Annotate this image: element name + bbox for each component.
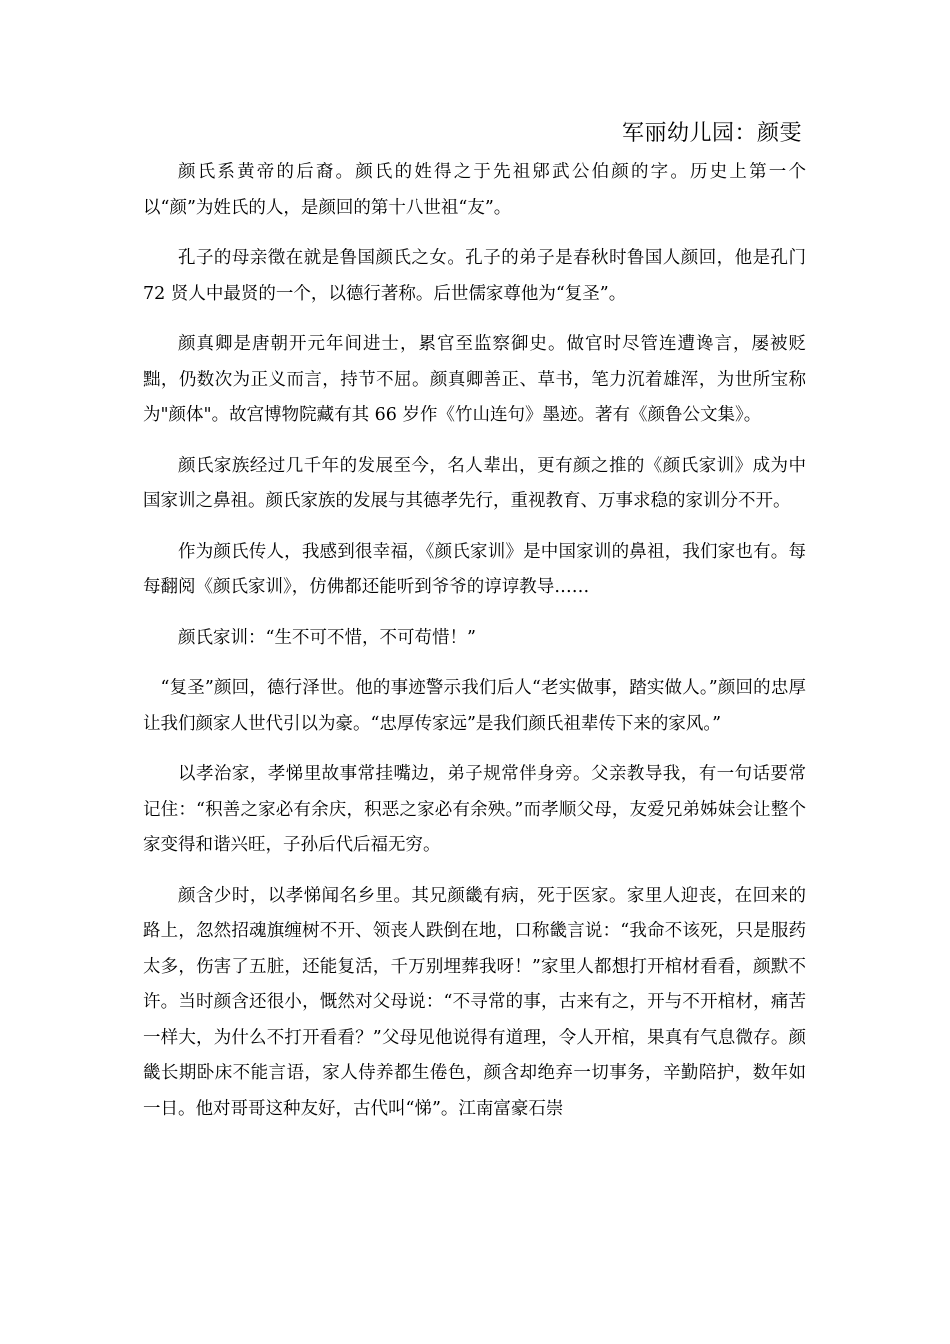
paragraph-descendant: 作为颜氏传人，我感到很幸福，《颜氏家训》是中国家训的鼻祖，我们家也有。每每翻阅《颜氏家训》，仿佛都还能听到爷爷的谆谆教导……: [143, 541, 806, 597]
paragraph-yan-han-story: 颜含少时，以孝悌闻名乡里。其兄颜畿有病，死于医家。家里人迎丧，在回来的路上，忽然招魂旗缠树不开、领丧人跌倒在地，口称畿言说：“我命不该死，只是服药太多，伤害了五脏，还能复活，千万别埋葬我呀！”家里人都想打开棺材看看，颜默不许。当时颜含还很小，慨然对父母说：“不寻常的事，古来有之，开与不开棺材，痛苦一样大，为什么不打开看看？”父母见他说得有道理，令人开棺，果真有气息微存。颜畿长期卧床不能言语，家人侍养都生倦色，颜含却绝弃一切事务，辛勤陪护，数年如一日。他对哥哥这种友好，古代叫“悌”。江南富豪石崇: [143, 885, 806, 1119]
paragraph-fusheng: “复圣”颜回，德行泽世。他的事迹警示我们后人“老实做事，踏实做人。”颜回的忠厚让我们颜家人世代引以为豪。“忠厚传家远”是我们颜氏祖辈传下来的家风。”: [143, 678, 806, 734]
paragraph-yan-origin: 颜氏系黄帝的后裔。颜氏的姓得之于先祖郳武公伯颜的字。历史上第一个以“颜”为姓氏的人，是颜回的第十八世祖“友”。: [143, 162, 806, 218]
paragraph-filial-piety: 以孝治家，孝悌里故事常挂嘴边，弟子规常伴身旁。父亲教导我，有一句话要常记住：“积善之家必有余庆，积恶之家必有余殃。”而孝顺父母，友爱兄弟姊妹会让整个家变得和谐兴旺，子孙后代后福无穷。: [143, 764, 806, 855]
paragraph-family-motto: 颜氏家训：“生不可不惜，不可苟惜！”: [178, 627, 476, 648]
paragraph-family-instructions: 颜氏家族经过几千年的发展至今，名人辈出，更有颜之推的《颜氏家训》成为中国家训之鼻祖。颜氏家族的发展与其德孝先行，重视教育、万事求稳的家训分不开。: [143, 455, 806, 511]
paragraph-yan-hui: 孔子的母亲徵在就是鲁国颜氏之女。孔子的弟子是春秋时鲁国人颜回，他是孔门 72 贤人中最贤的一个，以德行著称。后世儒家尊他为“复圣”。: [143, 248, 806, 304]
paragraph-yan-zhenqing: 颜真卿是唐朝开元年间进士，累官至监察御史。做官时尽管连遭谗言，屡被贬黜，仍数次为正义而言，持节不屈。颜真卿善正、草书，笔力沉着雄浑，为世所宝称为"颜体"。故宫博物院藏有其 66 岁作《竹山连句》墨迹。著有《颜鲁公文集》。: [143, 334, 806, 425]
article-body: [143, 155, 806, 1127]
author-byline: 军丽幼儿园：颜雯: [621, 121, 802, 146]
